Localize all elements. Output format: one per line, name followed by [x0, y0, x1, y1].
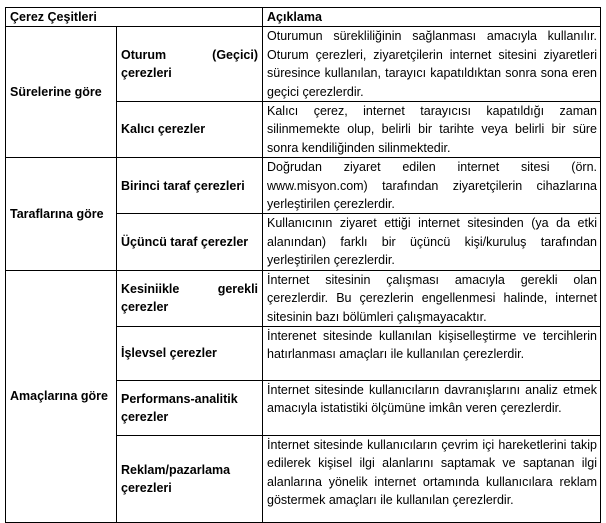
- cookie-name: Kalıcı çerezler: [117, 102, 263, 158]
- cookie-name: Oturum (Geçici) çerezleri: [117, 27, 263, 102]
- header-row: [6, 8, 601, 27]
- group-label-party: Taraflarına göre: [6, 158, 117, 270]
- cookie-description: İnternet sitesinin çalışması amacıyla gerekli olan çerezlerdir. Bu çerezlerin engellenmesi halinde, internet sitesinin bazı bölümleri çalışmayacaktır.: [263, 270, 601, 326]
- group-label-purpose: Amaçlarına göre: [6, 270, 117, 522]
- group-label-duration: Sürelerine göre: [6, 27, 117, 158]
- cookie-types-table: [5, 7, 601, 523]
- header-cookie-types: Çerez Çeşitleri: [6, 8, 263, 27]
- cookie-description: Kullanıcının ziyaret ettiği internet sitesinden (ya da etki alanından) farklı bir üçüncü kişi/kuruluş tarafından yerleştirilen çerezlerdir.: [263, 214, 601, 270]
- cookie-description: Doğrudan ziyaret edilen internet sitesi (örn. www.misyon.com) tarafından ziyaretçilerin cihazlarına yerleştirilen çerezlerdir.: [263, 158, 601, 214]
- cookie-description: Oturumun sürekliliğinin sağlanması amacıyla kullanılır. Oturum çerezleri, ziyaretçilerin internet sitesini ziyaretleri süresince kullanılan, tarayıcı kapatıldıktan sonra sona eren geçici çerezlerdir.: [263, 27, 601, 102]
- cookie-description: İnternet sitesinde kullanıcıların çevrim içi hareketlerini takip edilerek kişisel ilgi alanlarını saptamak ve saptanan ilgi alanlarına yönelik internet ortamında kullanıcılara reklam göstermek amaçları ile kullanılan çerezlerdir.: [263, 435, 601, 522]
- table-row: [6, 27, 601, 102]
- cookie-description: Kalıcı çerez, internet tarayıcısı kapatıldığı zaman silinmemekte olup, belirli bir tarihte veya belirli bir süre sonra kendiliğinden silinmektedir.: [263, 102, 601, 158]
- cookie-name: Kesiniikle gerekli çerezler: [117, 270, 263, 326]
- cookie-name: Performans-analitik çerezler: [117, 380, 263, 435]
- header-description: Açıklama: [263, 8, 601, 27]
- table-row: [6, 158, 601, 214]
- cookie-description: İnternet sitesinde kullanıcıların davranışlarını analiz etmek amacıyla istatistiki ölçümüne imkân veren çerezlerdir.: [263, 380, 601, 435]
- table-row: [6, 270, 601, 326]
- cookie-description: İnterenet sitesinde kullanılan kişiselleştirme ve tercihlerin hatırlanması amaçları ile kullanılan çerezlerdir.: [263, 326, 601, 380]
- cookie-name: Reklam/pazarlama çerezleri: [117, 435, 263, 522]
- cookie-name: İşlevsel çerezler: [117, 326, 263, 380]
- cookie-name: Birinci taraf çerezleri: [117, 158, 263, 214]
- cookie-name: Üçüncü taraf çerezler: [117, 214, 263, 270]
